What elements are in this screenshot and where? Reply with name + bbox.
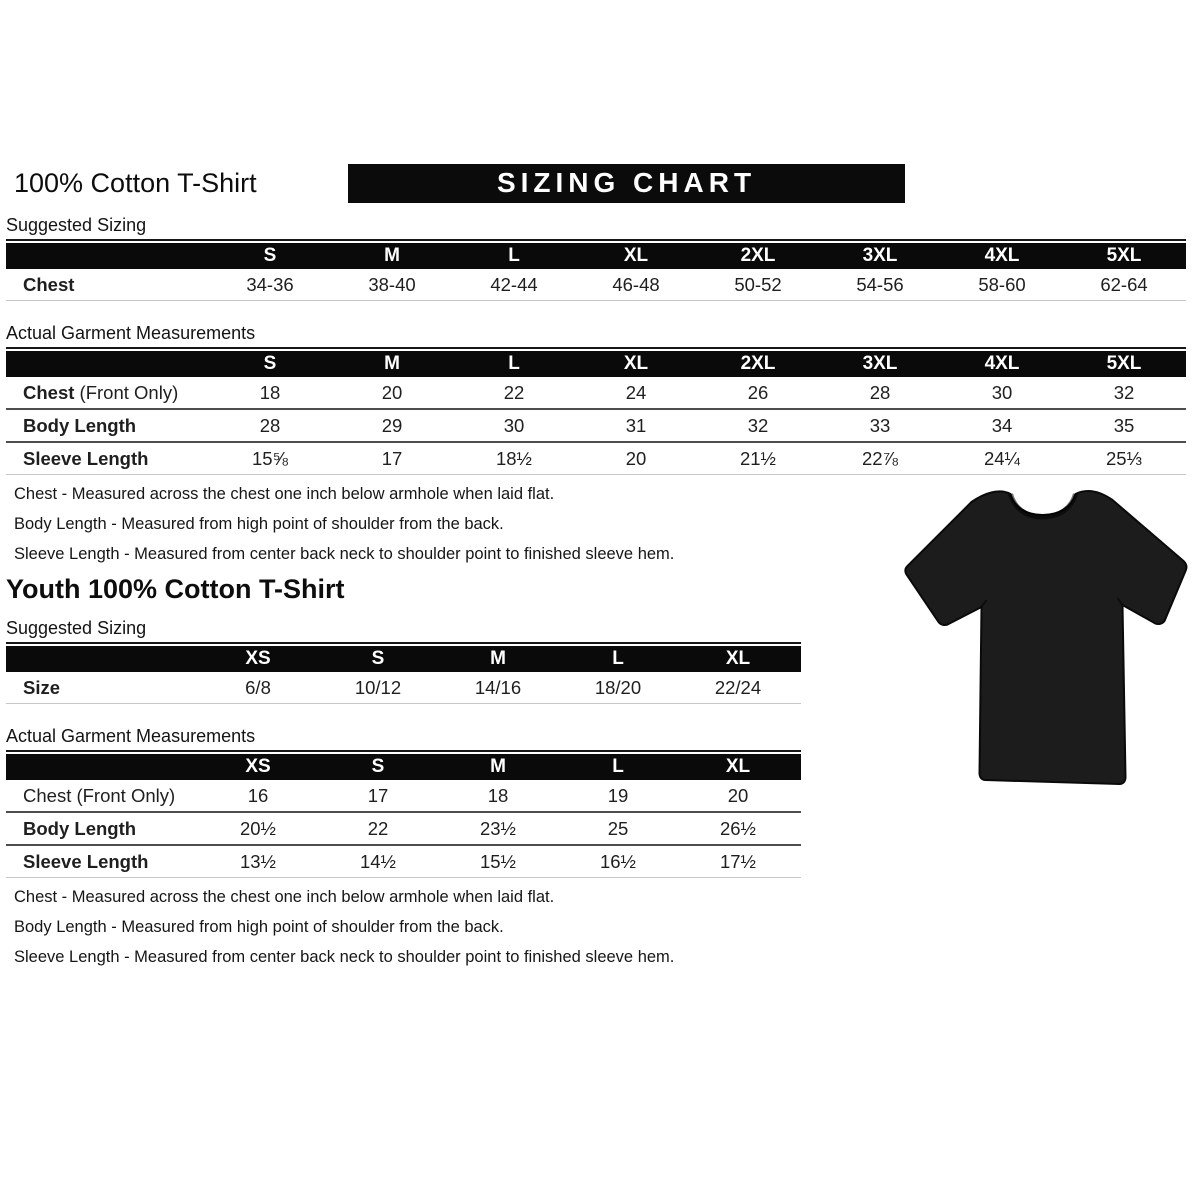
table-row-size [6, 672, 801, 703]
row-label: Chest (Front Only) [23, 381, 179, 403]
adult-measurements-table [6, 347, 1186, 475]
column-header: L [508, 245, 520, 266]
note-sleeve-length: Sleeve Length - Measured from center back neck to shoulder point to finished sleeve hem. [14, 948, 675, 966]
size-cell: 32 [747, 414, 769, 436]
size-cell: 21½ [739, 447, 776, 469]
youth-section-title: Youth 100% Cotton T-Shirt [6, 574, 345, 604]
page-title: 100% Cotton T-Shirt [14, 167, 257, 198]
column-header: S [263, 245, 277, 266]
size-cell: 34-36 [246, 273, 294, 295]
column-header: L [508, 353, 520, 374]
size-cell: 24 [625, 381, 647, 403]
column-header: 3XL [862, 245, 898, 266]
size-cell: 26½ [719, 817, 756, 839]
column-header: 4XL [984, 245, 1020, 266]
size-cell: 18½ [495, 447, 532, 469]
column-header: 2XL [740, 353, 776, 374]
size-cell: 16½ [599, 850, 636, 872]
column-header: XL [725, 756, 751, 777]
youth-measurements-table [6, 750, 801, 878]
size-cell: 17 [381, 447, 403, 469]
size-cell: 28 [259, 414, 281, 436]
size-cell: 20 [625, 447, 647, 469]
column-header: 5XL [1106, 353, 1142, 374]
size-cell: 17 [367, 784, 389, 806]
size-cell: 58-60 [978, 273, 1026, 295]
size-cell: 50-52 [734, 273, 782, 295]
column-header: XS [245, 756, 271, 777]
size-cell: 22 [503, 381, 525, 403]
column-header: L [612, 756, 624, 777]
size-cell: 38-40 [368, 273, 416, 295]
column-header: XL [623, 353, 649, 374]
table-header-row [6, 243, 1186, 269]
header [0, 163, 1200, 203]
youth-suggested-sizing-table [6, 642, 801, 704]
size-cell: 14/16 [474, 676, 522, 698]
column-header: S [263, 353, 277, 374]
size-cell: 15⅝ [251, 447, 288, 469]
size-cell: 17½ [719, 850, 756, 872]
size-cell: 16 [247, 784, 269, 806]
adult-suggested-sizing-table [6, 239, 1186, 301]
column-header: M [490, 648, 506, 669]
size-cell: 31 [625, 414, 647, 436]
column-header: M [384, 353, 400, 374]
row-label: Body Length [23, 817, 137, 839]
row-label: Sleeve Length [23, 850, 149, 872]
size-cell: 34 [991, 414, 1013, 436]
row-label: Sleeve Length [23, 447, 149, 469]
table-row-body-length [6, 408, 1186, 441]
table-row [6, 269, 1186, 300]
size-cell: 33 [869, 414, 891, 436]
table-row-sleeve-length [6, 441, 1186, 474]
size-cell: 10/12 [354, 676, 402, 698]
column-header: XL [725, 648, 751, 669]
column-header: 2XL [740, 245, 776, 266]
adult-measurements-label: Actual Garment Measurements [6, 323, 256, 343]
size-cell: 13½ [239, 850, 276, 872]
table-header-row [6, 646, 801, 672]
column-header: 5XL [1106, 245, 1142, 266]
size-cell: 32 [1113, 381, 1135, 403]
row-label: Body Length [23, 414, 137, 436]
size-cell: 18 [259, 381, 281, 403]
size-cell: 20 [727, 784, 749, 806]
tshirt-icon [888, 478, 1195, 808]
size-cell: 29 [381, 414, 403, 436]
size-cell: 62-64 [1100, 273, 1148, 295]
row-label: Chest [23, 273, 75, 295]
size-cell: 6/8 [245, 676, 271, 698]
column-header: 3XL [862, 353, 898, 374]
size-cell: 22 [367, 817, 389, 839]
size-cell: 28 [869, 381, 891, 403]
note-body-length: Body Length - Measured from high point of shoulder from the back. [14, 515, 504, 533]
note-chest: Chest - Measured across the chest one inch below armhole when laid flat. [14, 485, 555, 503]
size-cell: 26 [747, 381, 769, 403]
size-cell: 30 [991, 381, 1013, 403]
column-header: L [612, 648, 624, 669]
size-cell: 35 [1113, 414, 1135, 436]
row-label: Size [23, 676, 61, 698]
size-cell: 14½ [359, 850, 396, 872]
table-row-body-length [6, 811, 801, 844]
column-header: M [490, 756, 506, 777]
table-row-sleeve-length [6, 844, 801, 877]
table-header-row [6, 351, 1186, 377]
note-chest: Chest - Measured across the chest one inch below armhole when laid flat. [14, 888, 555, 906]
tshirt-image [888, 478, 1195, 808]
youth-measurements-label: Actual Garment Measurements [6, 726, 256, 746]
column-header: S [371, 648, 385, 669]
column-header: XS [245, 648, 271, 669]
size-cell: 15½ [479, 850, 516, 872]
table-row-chest [6, 377, 1186, 408]
size-cell: 19 [607, 784, 629, 806]
size-cell: 46-48 [612, 273, 660, 295]
size-cell: 18/20 [594, 676, 642, 698]
column-header: S [371, 756, 385, 777]
youth-suggested-sizing-label: Suggested Sizing [6, 618, 147, 638]
size-cell: 24¼ [983, 447, 1020, 469]
size-cell: 23½ [479, 817, 516, 839]
sizing-chart-banner: SIZING CHART [348, 164, 905, 203]
column-header: M [384, 245, 400, 266]
note-sleeve-length: Sleeve Length - Measured from center back neck to shoulder point to finished sleeve hem. [14, 545, 675, 563]
youth-measurement-notes [14, 887, 1200, 968]
column-header: XL [623, 245, 649, 266]
table-row-chest [6, 780, 801, 811]
size-cell: 22⅞ [861, 447, 898, 469]
size-cell: 30 [503, 414, 525, 436]
column-header: 4XL [984, 353, 1020, 374]
size-cell: 25⅓ [1105, 447, 1142, 469]
row-label: Chest (Front Only) [23, 784, 176, 806]
note-body-length: Body Length - Measured from high point of shoulder from the back. [14, 918, 504, 936]
size-cell: 22/24 [714, 676, 762, 698]
size-cell: 20 [381, 381, 403, 403]
size-cell: 20½ [239, 817, 276, 839]
size-cell: 42-44 [490, 273, 538, 295]
size-cell: 18 [487, 784, 509, 806]
size-cell: 25 [607, 817, 629, 839]
size-cell: 54-56 [856, 273, 904, 295]
table-header-row [6, 754, 801, 780]
adult-suggested-sizing-label: Suggested Sizing [6, 215, 147, 235]
